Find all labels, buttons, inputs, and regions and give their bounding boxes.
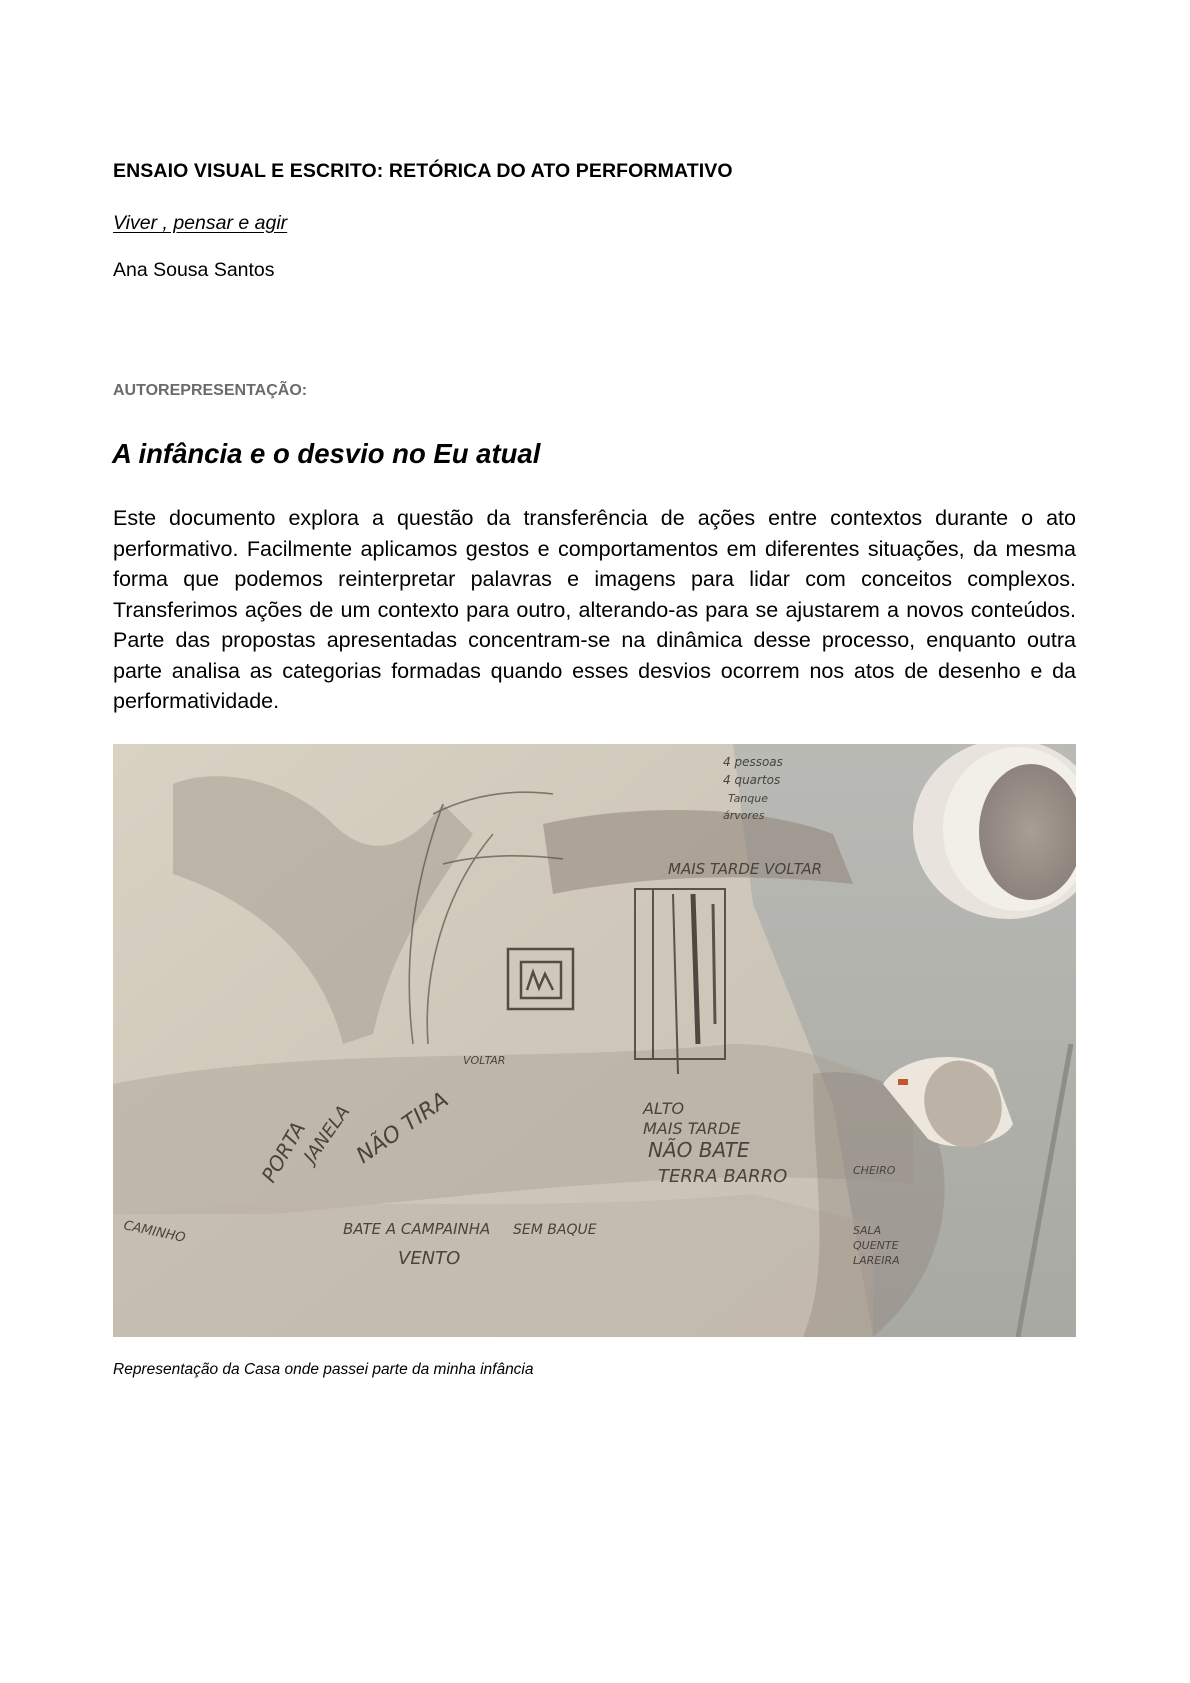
handwriting-label: MAIS TARDE VOLTAR	[668, 860, 823, 878]
handwriting-label: 4 quartos	[723, 773, 781, 787]
handwriting-label: MAIS TARDE	[643, 1119, 741, 1138]
handwriting-label: VOLTAR	[463, 1054, 506, 1067]
handwriting-label: NÃO BATE	[648, 1138, 750, 1162]
handwriting-label: BATE A CAMPAINHA	[343, 1220, 491, 1238]
handwriting-label: ALTO	[643, 1099, 685, 1118]
document-title: ENSAIO VISUAL E ESCRITO: RETÓRICA DO ATO PERFORMATIVO	[113, 160, 733, 182]
handwriting-label: PORTA	[256, 1117, 311, 1187]
section-label: AUTOREPRESENTAÇÃO:	[113, 382, 308, 399]
wash-lower	[113, 1194, 873, 1337]
handwriting-label: TERRA BARRO	[658, 1166, 788, 1187]
handwriting-label: VENTO	[398, 1248, 461, 1269]
handwriting-label: 4 pessoas	[723, 755, 783, 769]
drawing-photo-illustration	[113, 744, 1076, 1337]
section-heading: A infância e o desvio no Eu atual	[112, 438, 541, 469]
handwriting-label: CAMINHO	[122, 1218, 187, 1246]
handwriting-label: NÃO TIRA	[352, 1087, 454, 1169]
handwriting-label: SALA	[853, 1224, 882, 1237]
handwriting-label: árvores	[723, 809, 765, 822]
handwriting-label: SEM BAQUE	[513, 1222, 597, 1238]
body-paragraph: Este documento explora a questão da transferência de ações entre contextos durante o ato performativo. Facilmente aplicamos gestos e comportamentos em diferentes situações, da mesma forma que podemos reinterpretar palavras e imagens para lidar com conceitos complexos. Transferimos ações de um contexto para outro, alterando-as para se ajustarem a novos conteúdos. Parte das propostas apresentadas concentram-se na dinâmica desse processo, enquanto outra parte analisa as categorias formadas quando esses desvios ocorrem nos atos de desenho e da performatividade.	[113, 506, 1076, 713]
figure-photo	[113, 744, 1076, 1337]
handwriting-label: CHEIRO	[853, 1164, 896, 1177]
author-name: Ana Sousa Santos	[113, 259, 275, 281]
figure-caption: Representação da Casa onde passei parte da minha infância	[113, 1361, 534, 1378]
handwriting-label: QUENTE	[853, 1239, 899, 1252]
handwriting-label: JANELA	[299, 1101, 355, 1167]
handwriting-label: Tanque	[728, 792, 768, 805]
document-subtitle: Viver , pensar e agir	[113, 212, 288, 234]
handwriting-label: LAREIRA	[853, 1254, 900, 1267]
